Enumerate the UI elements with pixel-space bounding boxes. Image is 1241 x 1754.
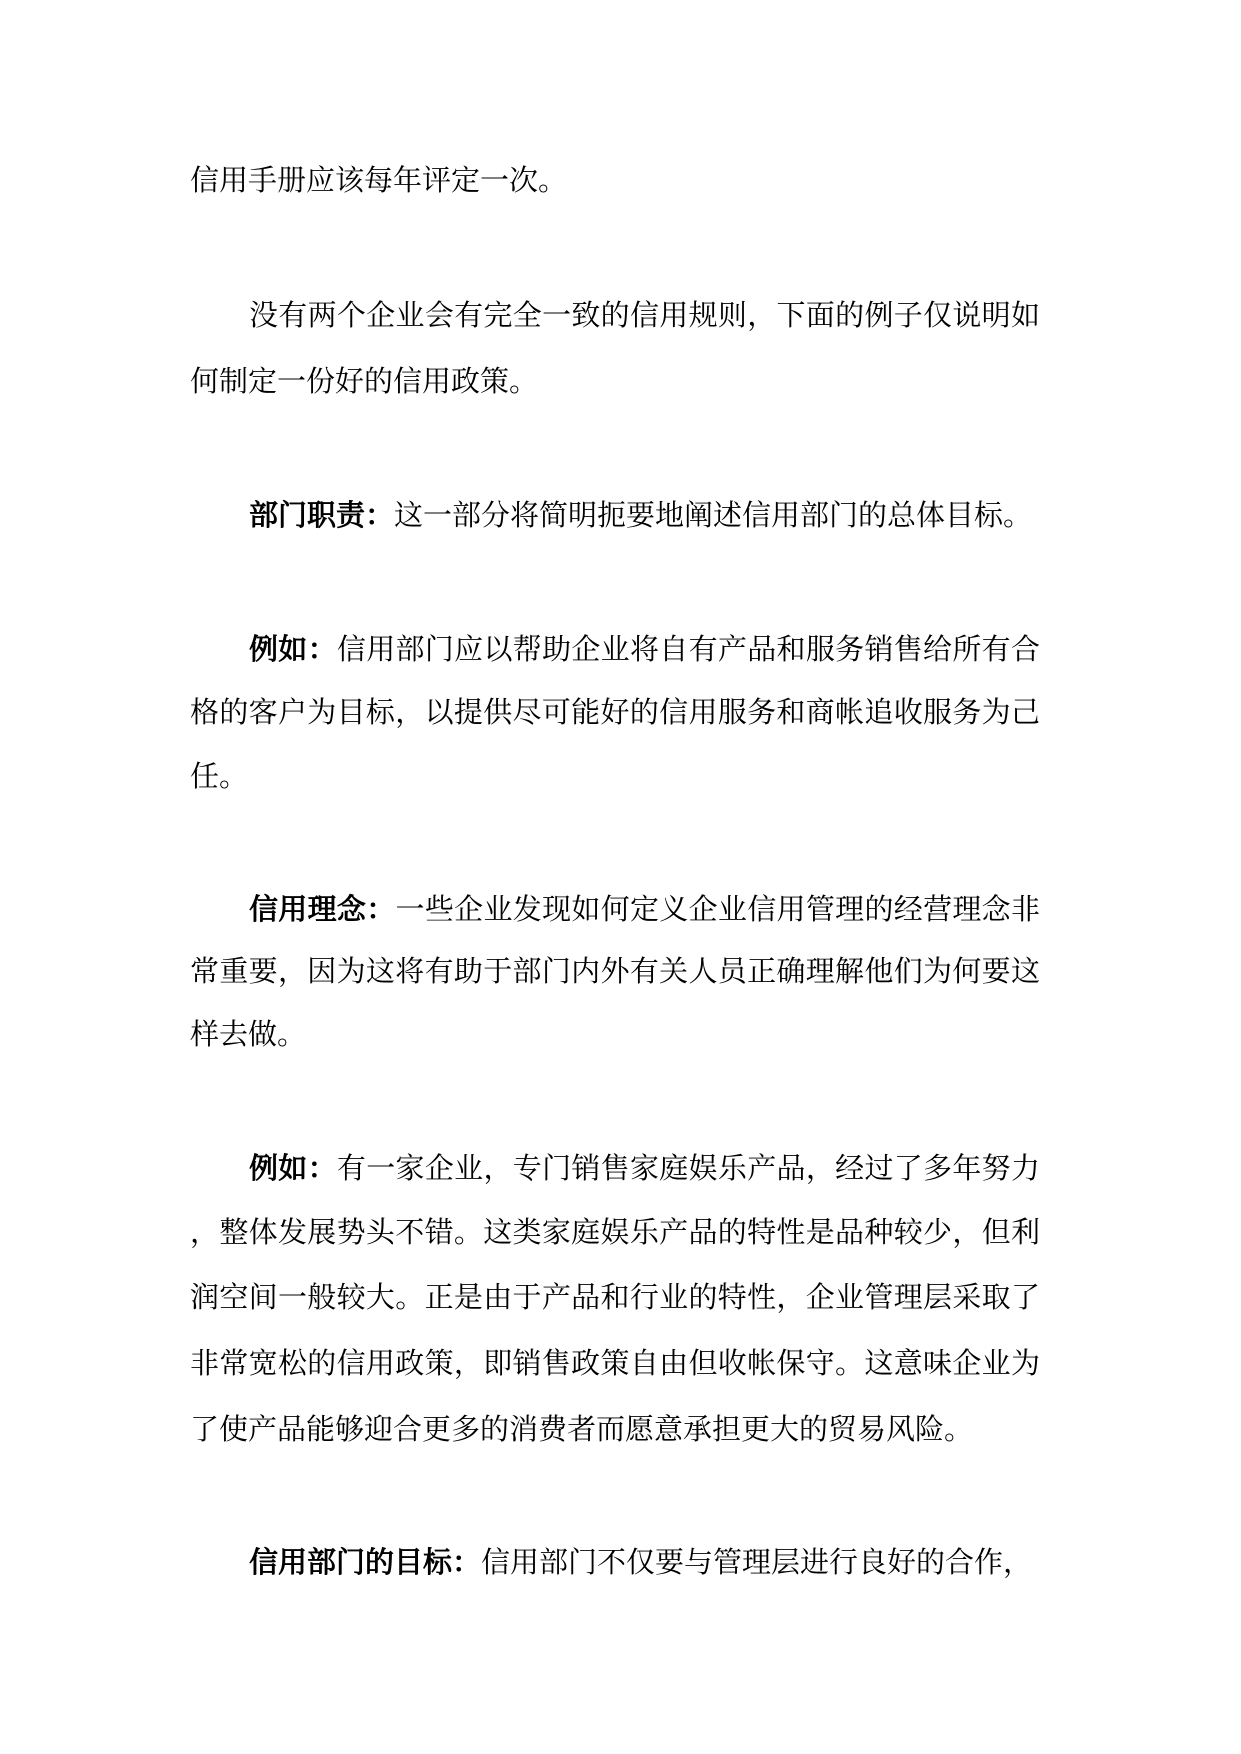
line-text: 了使产品能够迎合更多的消费者而愿意承担更大的贸易风险。 [190, 1412, 974, 1446]
text-line [190, 160, 1040, 200]
text-line [190, 692, 1040, 732]
line-text: 非常宽松的信用政策，即销售政策自由但收帐保守。这意味企业为 [190, 1346, 1040, 1380]
bold-label: 部门职责： [249, 498, 395, 532]
text-line [249, 495, 1040, 535]
bold-label: 信用部门的目标： [249, 1545, 482, 1579]
line-text: 一些企业发现如何定义企业信用管理的经营理念非 [395, 892, 1040, 926]
bold-label: 例如： [249, 632, 337, 666]
text-line [190, 1014, 1040, 1054]
bold-label: 例如： [249, 1151, 337, 1185]
text-line [249, 1148, 1040, 1188]
text-line [190, 756, 1040, 796]
text-line [249, 629, 1040, 669]
line-text: 信用部门应以帮助企业将自有产品和服务销售给所有合 [336, 632, 1040, 666]
line-text: ，整体发展势头不错。这类家庭娱乐产品的特性是品种较少，但利 [190, 1215, 1040, 1249]
line-text: 润空间一般较大。正是由于产品和行业的特性，企业管理层采取了 [190, 1280, 1040, 1314]
line-text: 有一家企业，专门销售家庭娱乐产品，经过了多年努力 [336, 1151, 1040, 1185]
text-line [190, 1343, 1040, 1383]
text-line [190, 1409, 1040, 1449]
line-text: 何制定一份好的信用政策。 [190, 364, 539, 398]
line-text: 任。 [190, 759, 249, 793]
line-text: 没有两个企业会有完全一致的信用规则，下面的例子仅说明如 [249, 298, 1040, 332]
text-line [190, 1277, 1040, 1317]
bold-label: 信用理念： [249, 892, 396, 926]
line-text: 信用手册应该每年评定一次。 [190, 163, 568, 197]
line-text: 格的客户为目标，以提供尽可能好的信用服务和商帐追收服务为己 [190, 695, 1040, 729]
text-line [249, 295, 1040, 335]
line-text: 信用部门不仅要与管理层进行良好的合作， [481, 1545, 1033, 1579]
line-text: 样去做。 [190, 1017, 307, 1051]
text-line [249, 1542, 1040, 1582]
text-line [190, 361, 1040, 401]
text-line [249, 889, 1040, 929]
text-line [190, 951, 1040, 991]
text-line [190, 1212, 1040, 1252]
line-text: 这一部分将简明扼要地阐述信用部门的总体目标。 [394, 498, 1033, 532]
line-text: 常重要，因为这将有助于部门内外有关人员正确理解他们为何要这 [190, 954, 1040, 988]
